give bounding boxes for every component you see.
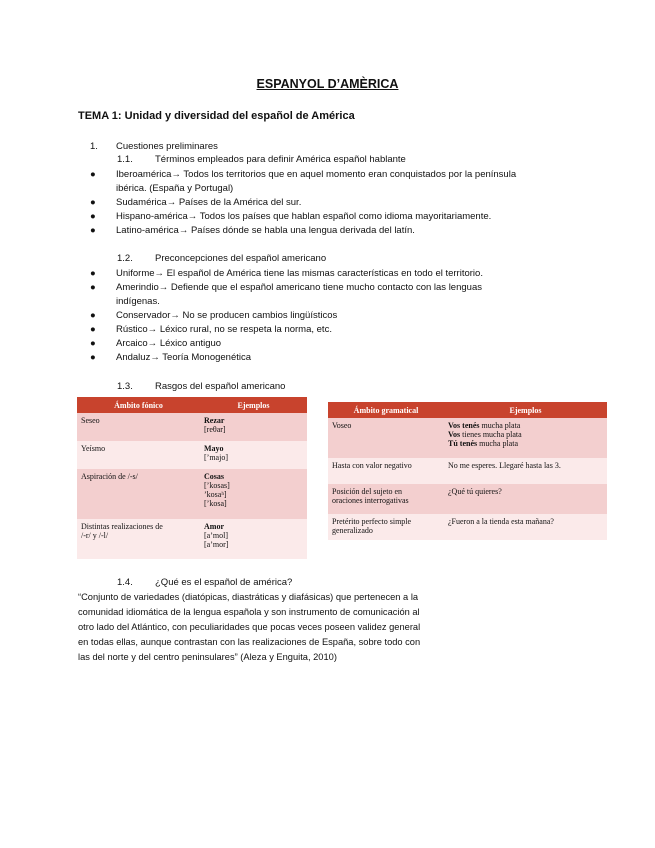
quote-line: en todas ellas, aunque contrastan con las realizaciones de España, sobre todo con	[78, 637, 421, 647]
subsection-number: 1.1.	[117, 154, 133, 165]
example-cell: Rezar [reθar]	[200, 413, 307, 441]
table-row	[328, 484, 607, 514]
feature-cell: Hasta con valor negativo	[328, 458, 444, 484]
example-cell: Amor [aʼmol] [aʼmor]	[200, 519, 307, 559]
feature-cell: Posición del sujeto en oraciones interrogativas	[328, 484, 444, 514]
example-cell: ¿Fueron a la tienda esta mañana?	[444, 514, 607, 540]
list-item: ● Rústico→ Léxico rural, no se respeta la norma, etc.	[90, 324, 332, 335]
example-cell: No me esperes. Llegaré hasta las 3.	[444, 458, 607, 484]
section-heading: Cuestiones preliminares	[116, 141, 218, 152]
quote-line: las del norte y del centro peninsulares” (Aleza y Enguita, 2010)	[78, 652, 337, 662]
quote-line: otro lado del Atlántico, con peculiaridades que pocas veces poseen validez general	[78, 622, 421, 632]
table-row	[77, 469, 307, 519]
phonetic-features-table	[77, 397, 307, 559]
topic-heading: TEMA 1: Unidad y diversidad del español de América	[78, 110, 355, 122]
example-cell: Vos tenés mucha plata Vos tienes mucha plata Tú tenés mucha plata	[444, 418, 607, 458]
feature-cell: Seseo	[77, 413, 200, 441]
table-row	[328, 418, 607, 458]
table-header: Ámbito fónico	[77, 397, 200, 413]
table-row	[77, 519, 307, 559]
list-item: ● Andaluz→ Teoría Monogenética	[90, 352, 252, 363]
table-header: Ejemplos	[444, 402, 607, 418]
table-row	[77, 441, 307, 469]
subsection-number: 1.3.	[117, 381, 133, 392]
example-cell: Mayo [ʼmajo]	[200, 441, 307, 469]
list-item: ● Arcaico→ Léxico antiguo	[90, 338, 222, 349]
example-cell: ¿Qué tú quieres?	[444, 484, 607, 514]
page-title: ESPANYOL D’AMÈRICA	[256, 77, 399, 91]
list-item: ● Hispano-américa→ Todos los países que hablan español como idioma mayoritariamente.	[90, 211, 492, 222]
feature-cell: Pretérito perfecto simple generalizado	[328, 514, 444, 540]
feature-cell: Distintas realizaciones de /-r/ y /-l/	[77, 519, 200, 559]
list-item: ● Iberoamérica→ Todos los territorios que en aquel momento eran conquistados por la península	[90, 169, 517, 180]
feature-cell: Voseo	[328, 418, 444, 458]
table-header: Ámbito gramatical	[328, 402, 444, 418]
feature-cell: Aspiración de /-s/	[77, 469, 200, 519]
subsection-heading: Rasgos del español americano	[155, 381, 286, 392]
list-item-continued: ibérica. (España y Portugal)	[116, 183, 234, 194]
subsection-heading: Términos empleados para definir América español hablante	[155, 154, 406, 165]
list-item: ● Amerindio→ Defiende que el español americano tiene mucho contacto con las lenguas	[90, 282, 482, 293]
quote-line: “Conjunto de variedades (diatópicas, diastráticas y diafásicas) que pertenecen a la	[78, 592, 419, 602]
table-row	[328, 458, 607, 484]
example-cell: Cosas [ʼkosas] ʼkosaʰ] [ʼkosa]	[200, 469, 307, 519]
list-item-continued: indígenas.	[116, 296, 160, 307]
list-item: ● Sudamérica→ Países de la América del sur.	[90, 197, 302, 208]
section-number: 1.	[90, 141, 98, 152]
list-item: ● Conservador→ No se producen cambios lingüísticos	[90, 310, 338, 321]
table-header: Ejemplos	[200, 397, 307, 413]
table-row	[328, 514, 607, 540]
subsection-heading: ¿Qué es el español de américa?	[155, 577, 293, 588]
table-row	[77, 413, 307, 441]
list-item: ● Latino-américa→ Países dónde se habla una lengua derivada del latín.	[90, 225, 415, 236]
subsection-number: 1.4.	[117, 577, 133, 588]
feature-cell: Yeísmo	[77, 441, 200, 469]
subsection-number: 1.2.	[117, 253, 133, 264]
subsection-heading: Preconcepciones del español americano	[155, 253, 327, 264]
quote-line: comunidad idiomática de la lengua española y son instrumento de comunicación al	[78, 607, 420, 617]
list-item: ● Uniforme→ El español de América tiene las mismas características en todo el territorio.	[90, 268, 483, 279]
grammatical-features-table	[328, 402, 607, 540]
